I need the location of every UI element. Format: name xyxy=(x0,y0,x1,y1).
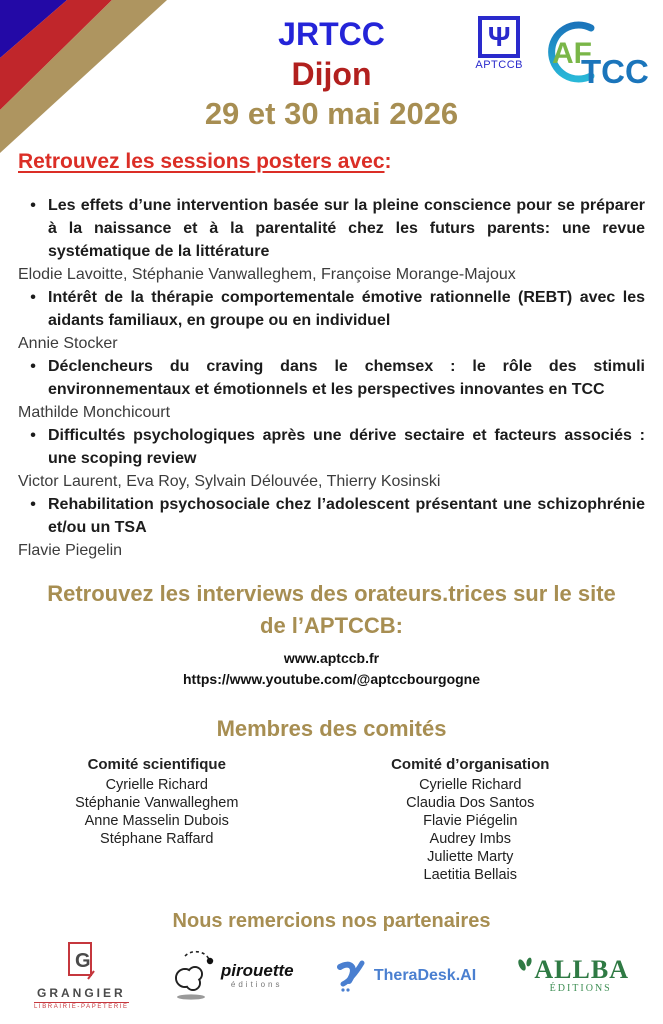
sessions-heading-colon: : xyxy=(384,150,392,173)
session-title: Difficultés psychologiques après une dérive sectaire et facteurs associés : une scoping review xyxy=(48,427,645,467)
allba-subtitle: ÉDITIONS xyxy=(549,983,612,994)
header xyxy=(0,0,663,134)
grangier-g-letter: G xyxy=(75,950,91,972)
session-authors: Victor Laurent, Eva Roy, Sylvain Délouvée, Thierry Kosinski xyxy=(18,473,441,490)
aptccb-logo-label: APTCCB xyxy=(475,59,523,71)
allba-name: ALLBA xyxy=(534,955,629,984)
allba-logo xyxy=(518,957,629,994)
sessions-heading-text: Retrouvez les sessions posters avec xyxy=(18,150,385,173)
grangier-name: GRANGIER xyxy=(36,986,126,1000)
header-logos xyxy=(475,16,655,92)
grangier-monogram-icon xyxy=(64,941,98,983)
session-title: Déclencheurs du craving dans le chemsex : le rôle des stimuli environnementaux et émotionnels et les perspectives innovantes en TCC xyxy=(48,358,645,398)
pirouette-subtitle: éditions xyxy=(230,980,283,989)
interviews-heading: Retrouvez les interviews des orateurs.trices sur le site de l’APTCCB: xyxy=(47,581,616,638)
session-title: Intérêt de la thérapie comportementale émotive rationnelle (REBT) avec les aidants familiaux, en groupe ou en individuel xyxy=(48,289,645,329)
committees-heading: Membres des comités xyxy=(216,716,447,741)
aftcc-tcc-text: TCC xyxy=(581,53,649,90)
committee-member: Cyrielle Richard xyxy=(419,777,522,793)
committee-member: Audrey Imbs xyxy=(429,831,511,847)
committee-member: Stéphanie Vanwalleghem xyxy=(75,795,239,811)
partner-logos-row xyxy=(0,941,663,1010)
session-item xyxy=(18,493,645,562)
scientific-committee-title: Comité scientifique xyxy=(87,756,226,773)
partners-heading: Nous remercions nos partenaires xyxy=(172,910,491,932)
theradesk-logo xyxy=(336,959,476,993)
committee-member: Flavie Piégelin xyxy=(423,813,518,829)
grangier-logo xyxy=(34,941,129,1010)
session-authors: Annie Stocker xyxy=(18,335,118,352)
session-item xyxy=(18,194,645,286)
theradesk-name: TheraDesk.AI xyxy=(373,966,477,984)
aptccb-logo xyxy=(475,16,523,71)
session-authors: Mathilde Monchicourt xyxy=(18,404,171,421)
committee-member: Laetitia Bellais xyxy=(423,867,517,883)
pirouette-name: pirouette xyxy=(220,961,294,980)
committee-member: Cyrielle Richard xyxy=(105,777,208,793)
committee-member: Stéphane Raffard xyxy=(100,831,214,847)
bullet-icon: • xyxy=(30,289,36,306)
session-item xyxy=(18,355,645,424)
theradesk-bird-icon xyxy=(336,959,368,993)
aftcc-af-text: AF xyxy=(552,37,592,70)
event-city: Dijon xyxy=(291,56,372,92)
scientific-committee xyxy=(0,756,314,884)
aftcc-logo xyxy=(531,16,655,92)
bullet-icon: • xyxy=(30,496,36,513)
bullet-icon: • xyxy=(30,197,36,214)
psi-icon: Ψ xyxy=(478,16,520,58)
event-title: JRTCC xyxy=(278,16,385,52)
committee-member: Anne Masselin Dubois xyxy=(84,813,229,829)
sessions-list xyxy=(18,194,645,562)
bullet-icon: • xyxy=(30,358,36,375)
session-item xyxy=(18,286,645,355)
session-authors: Flavie Piegelin xyxy=(18,542,123,559)
session-authors: Elodie Lavoitte, Stéphanie Vanwalleghem, Françoise Morange-Majoux xyxy=(18,266,516,283)
event-date: 29 et 30 mai 2026 xyxy=(204,96,459,131)
bullet-icon: • xyxy=(30,427,36,444)
committees-columns xyxy=(0,756,663,884)
organization-committee xyxy=(314,756,663,884)
pirouette-logo xyxy=(171,950,294,1002)
session-item xyxy=(18,424,645,493)
sheep-cloud-icon xyxy=(171,950,219,1002)
session-title: Rehabilitation psychosociale chez l’adolescent présentant une schizophrénie et/ou un TSA xyxy=(48,496,645,536)
organization-committee-title: Comité d’organisation xyxy=(391,756,550,773)
grangier-subtitle: LIBRAIRIE-PAPETERIE xyxy=(34,1004,129,1010)
youtube-url: https://www.youtube.com/@aptccbourgogne xyxy=(182,671,481,687)
website-url: www.aptccb.fr xyxy=(283,650,380,666)
committee-member: Juliette Marty xyxy=(427,849,514,865)
committee-member: Claudia Dos Santos xyxy=(406,795,535,811)
allba-leaves-icon xyxy=(518,957,534,977)
session-title: Les effets d’une intervention basée sur la pleine conscience pour se préparer à la naissance et à la parentalité chez les futurs parents: une revue systématique de la littérature xyxy=(48,197,645,260)
